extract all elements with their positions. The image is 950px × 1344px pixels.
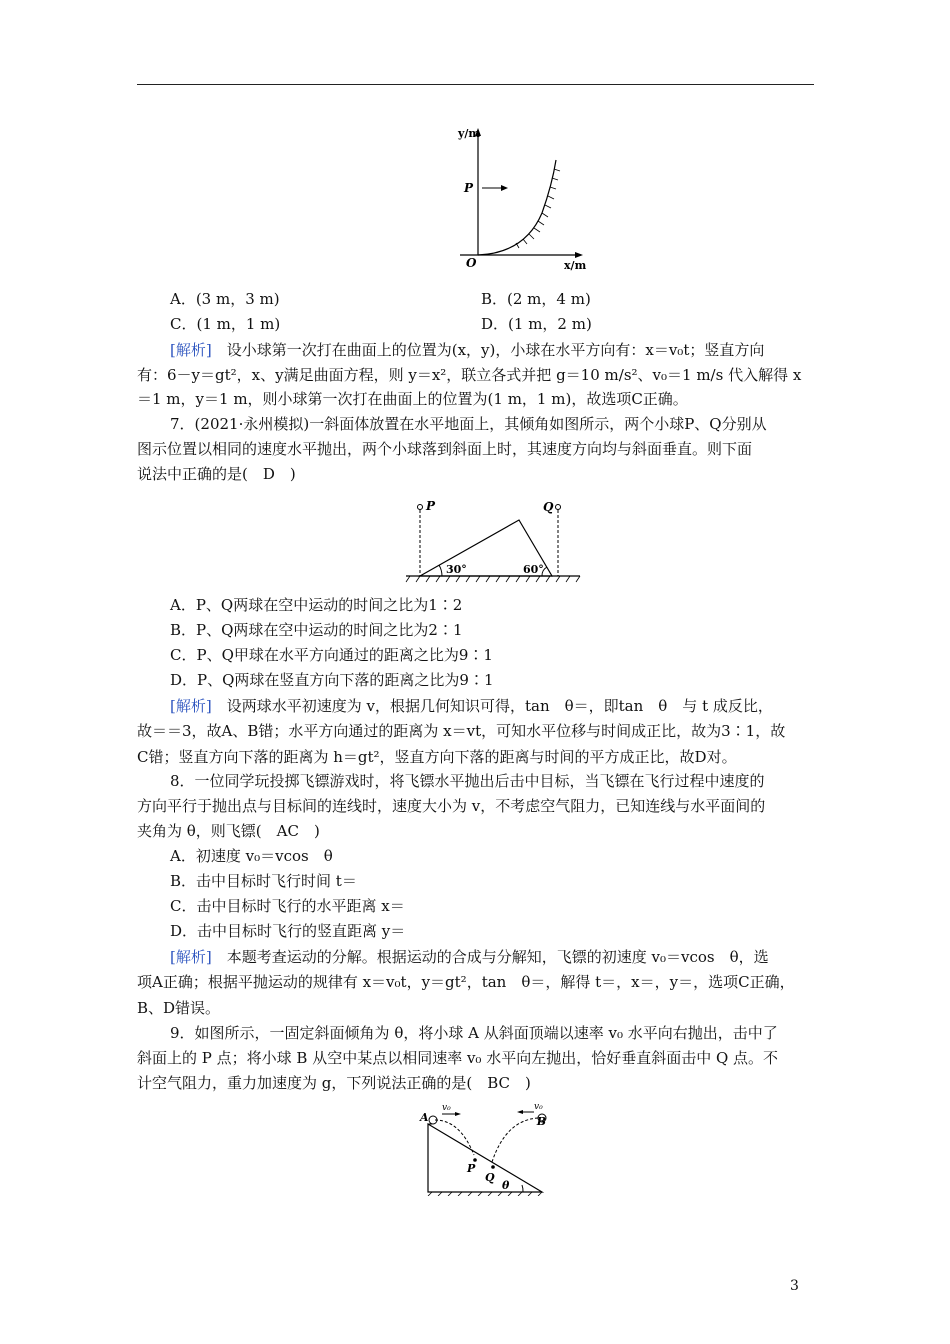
ball-p-label: P: [426, 499, 436, 513]
q7-option-c: C．P、Q甲球在水平方向通过的距离之比为9∶1: [170, 646, 493, 664]
analysis7-line3: C错；竖直方向下落的距离为 h＝gt²，竖直方向下落的距离与时间的平方成正比，故D对。: [137, 748, 737, 766]
q6-option-c: C．(1 m，1 m): [170, 315, 281, 333]
curve-figure: [430, 125, 600, 280]
x-axis-label: x/m: [564, 259, 587, 272]
q7-line3: 说法中正确的是( D ): [137, 465, 296, 483]
analysis8-line3: B、D错误。: [137, 999, 221, 1017]
analysis8-text1: 本题考查运动的分解。根据运动的合成与分解知，飞镖的初速度 v₀＝vcos θ，选: [226, 948, 769, 966]
header-rule: [137, 84, 814, 85]
projectile-figure: [418, 1100, 548, 1196]
analysis-tag: [解析]: [170, 341, 212, 359]
q6-option-d: D．(1 m，2 m): [481, 315, 592, 333]
analysis7-line1: [170, 696, 814, 716]
y-axis-label: y/m: [458, 127, 481, 140]
theta-label: θ: [502, 1179, 510, 1192]
analysis8-line2: 项A正确；根据平抛运动的规律有 x＝v₀t，y＝gt²，tan θ＝，解得 t＝，x＝，y＝，选项C正确，: [137, 973, 795, 991]
q8-option-c: C．击中目标时飞行的水平距离 x＝: [170, 897, 405, 915]
q8-line2: 方向平行于抛出点与目标间的连线时，速度大小为 v，不考虑空气阻力，已知连线与水平面间的: [137, 797, 766, 815]
point-q-label: Q: [485, 1171, 495, 1184]
q9-line2: 斜面上的 P 点；将小球 B 从空中某点以相同速率 v₀ 水平向左抛出，恰好垂直斜面击中 Q 点。不: [137, 1049, 779, 1067]
q7-line1: 7．(2021·永州模拟)一斜面体放置在水平地面上，其倾角如图所示，两个小球P、Q分别从: [170, 415, 767, 433]
ball-q-label: Q: [543, 500, 554, 514]
analysis6-text1: 设小球第一次打在曲面上的位置为(x，y)，小球在水平方向有：x＝v₀t；竖直方向: [226, 341, 765, 359]
q6-options-row2: [170, 314, 814, 334]
analysis7-text1: 设两球水平初速度为 v，根据几何知识可得，tan θ＝，即tan θ 与 t 成反比，: [226, 697, 773, 715]
q6-options-row1: [170, 289, 814, 309]
page-number: 3: [790, 1278, 799, 1294]
point-p-label: P: [467, 1162, 476, 1175]
analysis6-line2: 有：6－y＝gt²，x、y满足曲面方程，则 y＝x²，联立各式并把 g＝10 m/s²、v₀＝1 m/s 代入解得 x: [137, 366, 802, 384]
analysis6-line1: [170, 340, 814, 360]
angle-60-label: 60°: [523, 563, 544, 576]
q7-line2: 图示位置以相同的速度水平抛出，两个小球落到斜面上时，其速度方向均与斜面垂直。则下面: [137, 440, 753, 458]
q7-option-b: B．P、Q两球在空中运动的时间之比为2∶1: [170, 621, 463, 639]
q7-option-a: A．P、Q两球在空中运动的时间之比为1∶2: [170, 596, 463, 614]
q8-line1: 8．一位同学玩投掷飞镖游戏时，将飞镖水平抛出后击中目标，当飞镖在飞行过程中速度的: [170, 772, 765, 790]
analysis6-line3: ＝1 m，y＝1 m，则小球第一次打在曲面上的位置为(1 m，1 m)，故选项C正确。: [137, 390, 688, 408]
v0-a-label: v₀: [442, 1103, 451, 1113]
angle-30-label: 30°: [446, 563, 467, 576]
q7-option-d: D．P、Q两球在竖直方向下落的距离之比为9∶1: [170, 671, 494, 689]
q6-option-b: B．(2 m，4 m): [481, 290, 591, 308]
q9-line3: 计空气阻力，重力加速度为 g，下列说法正确的是( BC ): [137, 1074, 531, 1092]
ball-b-label: B: [536, 1115, 546, 1128]
ball-a-label: A: [420, 1111, 429, 1124]
analysis-tag: [解析]: [170, 948, 212, 966]
origin-label: O: [466, 256, 477, 270]
analysis7-line2: 故＝＝3，故A、B错；水平方向通过的距离为 x＝vt，可知水平位移与时间成正比，故为3∶1，故: [137, 722, 786, 740]
q9-line1: 9．如图所示，一固定斜面倾角为 θ，将小球 A 从斜面顶端以速率 v₀ 水平向右抛出，击中了: [170, 1024, 778, 1042]
q6-option-a: A．(3 m，3 m): [170, 290, 280, 308]
q8-option-a: A．初速度 v₀＝vcos θ: [170, 847, 333, 865]
incline-figure: [404, 496, 584, 586]
q8-line3: 夹角为 θ，则飞镖( AC ): [137, 822, 320, 840]
q8-option-d: D．击中目标时飞行的竖直距离 y＝: [170, 922, 406, 940]
analysis8-line1: [170, 947, 814, 967]
analysis-tag: [解析]: [170, 697, 212, 715]
point-p-label: P: [464, 181, 474, 195]
v0-b-label: v₀: [534, 1102, 543, 1112]
q8-option-b: B．击中目标时飞行时间 t＝: [170, 872, 357, 890]
